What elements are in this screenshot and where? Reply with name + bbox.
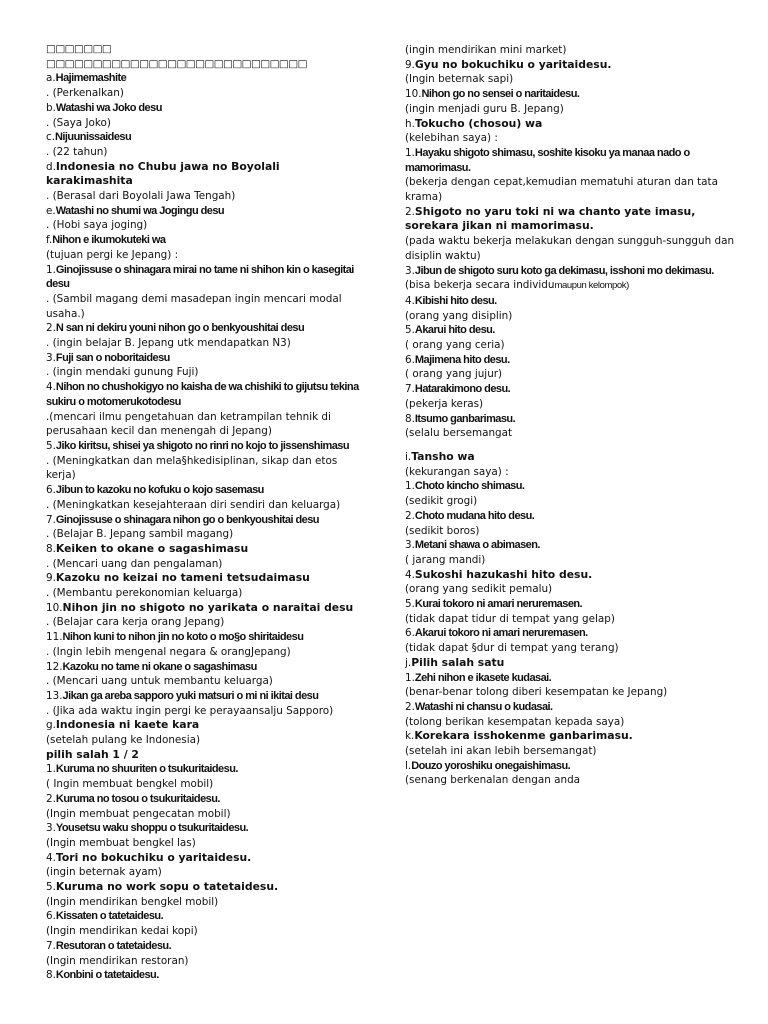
translation-text: (kelebihan saya) : xyxy=(405,132,498,145)
phrase-line xyxy=(405,597,735,612)
phrase-text: pilih salah 1 / 2 xyxy=(46,747,139,761)
phrase-line xyxy=(46,762,364,777)
phrase-line xyxy=(46,160,364,189)
phrase-text: Watashi wa Joko desu xyxy=(55,101,162,114)
phrase-line xyxy=(46,880,364,895)
phrase-line xyxy=(46,57,364,72)
phrase-text: Jibun to kazoku no kofuku o kojo sasemasu xyxy=(55,484,264,497)
translation-line xyxy=(405,685,735,700)
item-marker: i. xyxy=(405,450,412,463)
phrase-text: Indonesia no Chubu jawa no Boyolali karakimashita xyxy=(46,159,280,188)
phrase-line xyxy=(405,479,735,494)
item-marker: 7. xyxy=(405,383,415,396)
translation-text: . (Belajar B. Jepang sambil magang) xyxy=(46,528,234,541)
item-marker: 6. xyxy=(46,910,56,923)
phrase-line xyxy=(46,792,364,807)
item-marker: k. xyxy=(405,730,415,743)
translation-text: (pekerja keras) xyxy=(405,397,484,410)
phrase-text: Fuji san o noboritaidesu xyxy=(55,351,170,364)
phrase-line xyxy=(46,968,364,983)
item-marker: f. xyxy=(46,234,53,247)
item-marker: d. xyxy=(46,160,56,173)
translation-line xyxy=(405,234,735,263)
item-marker: h. xyxy=(405,117,415,130)
translation-text: . (Membantu perekonomian keluarga) xyxy=(46,587,243,600)
phrase-line xyxy=(46,321,364,336)
translation-text: . (Ingin lebih mengenal negara & orangJepang) xyxy=(46,645,291,658)
phrase-line xyxy=(46,821,364,836)
item-marker: 1. xyxy=(405,146,415,159)
phrase-line xyxy=(46,542,364,557)
phrase-text: Majimena hito desu. xyxy=(414,353,510,366)
phrase-line xyxy=(405,353,735,368)
item-marker: 4. xyxy=(46,381,56,394)
phrase-text: Nihon go no sensei o naritaidesu. xyxy=(421,88,580,101)
item-marker: 8. xyxy=(46,542,56,555)
phrase-line xyxy=(405,205,735,234)
item-marker: 1. xyxy=(405,671,415,684)
phrase-line xyxy=(46,351,364,366)
translation-text: (bisa bekerja secara individu xyxy=(405,279,555,292)
translation-line xyxy=(405,715,735,730)
translation-line xyxy=(405,553,735,568)
phrase-line xyxy=(405,568,735,583)
translation-line xyxy=(46,189,364,204)
translation-line xyxy=(46,454,364,483)
translation-text: (senang berkenalan dengan anda xyxy=(405,774,581,787)
phrase-line xyxy=(46,909,364,924)
item-marker: 4. xyxy=(405,294,415,307)
translation-line xyxy=(46,674,364,689)
translation-text: (sedikit grogi) xyxy=(405,495,478,508)
item-marker: 12. xyxy=(46,660,63,673)
translation-text: . (Mencari uang untuk membantu keluarga) xyxy=(46,675,273,688)
translation-line xyxy=(46,336,364,351)
translation-line xyxy=(46,365,364,380)
phrase-text: Itsumo ganbarimasu. xyxy=(414,412,516,425)
phrase-line xyxy=(405,538,735,553)
translation-text: (tolong berikan kesempatan kepada saya) xyxy=(405,715,625,728)
translation-text: . (ingin belajar B. Jepang utk mendapatkan N3) xyxy=(46,337,291,350)
translation-line xyxy=(46,557,364,572)
item-marker: 5. xyxy=(405,324,415,337)
phrase-text: Jikan ga areba sapporo yuki matsuri o mi ni ikitai desu xyxy=(62,689,319,702)
translation-text: ( orang yang jujur) xyxy=(405,368,503,381)
phrase-text: Tokucho (chosou) wa xyxy=(414,116,543,130)
translation-line xyxy=(46,145,364,160)
translation-line xyxy=(405,582,735,597)
phrase-text: Tansho wa xyxy=(411,449,475,463)
phrase-text: Nihon e ikumokuteki wa xyxy=(52,234,166,247)
item-marker: 2. xyxy=(46,792,56,805)
phrase-text: Akarui hito desu. xyxy=(414,324,495,337)
translation-text: (ingin beternak ayam) xyxy=(46,866,162,879)
translation-line xyxy=(46,924,364,939)
phrase-text: Choto mudana hito desu. xyxy=(414,509,535,522)
translation-line xyxy=(46,895,364,910)
phrase-line xyxy=(405,626,735,641)
item-marker: 9. xyxy=(405,58,415,71)
phrase-text: Kissaten o tatetaidesu. xyxy=(55,910,164,923)
phrase-line xyxy=(46,660,364,675)
phrase-text: Douzo yoroshiku onegaishimasu. xyxy=(411,759,571,772)
translation-line xyxy=(405,309,735,324)
translation-text: . (Berasal dari Boyolali Jawa Tengah) xyxy=(46,190,236,203)
item-marker: 8. xyxy=(405,412,415,425)
phrase-line xyxy=(405,509,735,524)
translation-line xyxy=(405,524,735,539)
translation-line xyxy=(46,218,364,233)
item-marker: b. xyxy=(46,101,56,114)
phrase-text: Hatarakimono desu. xyxy=(414,383,511,396)
translation-text: . (Sambil magang demi masadepan ingin mencari modal usaha.) xyxy=(46,292,342,320)
translation-line xyxy=(405,612,735,627)
phrase-line xyxy=(46,130,364,145)
translation-text: (setelah ini akan lebih bersemangat) xyxy=(405,745,597,758)
item-marker: 4. xyxy=(405,568,415,581)
translation-text: (pada waktu bekerja melakukan dengan sungguh-sungguh dan disiplin waktu) xyxy=(405,235,735,262)
item-marker: 1. xyxy=(405,480,415,493)
item-marker: 8. xyxy=(46,969,56,982)
item-marker: 2. xyxy=(46,322,56,335)
translation-line xyxy=(405,426,735,441)
phrase-line xyxy=(405,146,735,175)
phrase-text: Akarui tokoro ni amari neruremasen. xyxy=(414,627,588,640)
phrase-text: Ginojissuse o shinagara nihon go o benkyoushitai desu xyxy=(55,513,319,526)
phrase-line xyxy=(46,748,364,763)
phrase-text: Korekara isshokenme ganbarimasu. xyxy=(414,729,633,743)
translation-line xyxy=(405,102,735,117)
translation-text: (tidak dapat §dur di tempat yang terang) xyxy=(405,642,619,655)
translation-line xyxy=(46,248,364,263)
phrase-text: Sukoshi hazukashi hito desu. xyxy=(414,567,593,581)
item-marker: 7. xyxy=(46,939,56,952)
translation-line xyxy=(46,645,364,660)
translation-line xyxy=(46,836,364,851)
translation-text: . (ingin mendaki gunung Fuji) xyxy=(46,366,199,379)
item-marker: l. xyxy=(405,759,412,772)
translation-text: . (Belajar cara kerja orang Jepang) xyxy=(46,616,225,629)
item-marker: 7. xyxy=(46,513,56,526)
phrase-text: Shigoto no yaru toki ni wa chanto yate imasu, sorekara jikan ni mamorimasu. xyxy=(405,204,696,233)
phrase-text: □□□□□□□ xyxy=(46,43,112,55)
phrase-text: Kuruma no work sopu o tatetaidesu. xyxy=(55,880,279,894)
translation-line xyxy=(46,704,364,719)
phrase-text: Ginojissuse o shinagara mirai no tame ni shihon kin o kasegitai desu xyxy=(46,263,354,291)
translation-line xyxy=(46,116,364,131)
item-marker: c. xyxy=(46,131,56,144)
left-column xyxy=(46,42,364,983)
phrase-line xyxy=(405,294,735,309)
translation-line xyxy=(46,733,364,748)
translation-line xyxy=(405,641,735,656)
item-marker: 6. xyxy=(405,353,415,366)
phrase-text: Konbini o tatetaidesu. xyxy=(55,969,159,982)
translation-text: (Ingin mendirikan bengkel mobil) xyxy=(46,895,219,908)
phrase-line xyxy=(46,718,364,733)
translation-text: (tujuan pergi ke Jepang) : xyxy=(46,248,179,261)
phrase-text: Jiko kiritsu, shisei ya shigoto no rinri no kojo to jissenshimasu xyxy=(55,439,350,452)
translation-line xyxy=(405,773,735,788)
translation-text: (Ingin mendirikan restoran) xyxy=(46,954,189,967)
translation-line xyxy=(405,278,735,294)
translation-line xyxy=(405,131,735,146)
phrase-text: Gyu no bokuchiku o yaritaidesu. xyxy=(414,57,612,71)
translation-line xyxy=(405,397,735,412)
translation-text: (bekerja dengan cepat,kemudian mematuhi aturan dan tata krama) xyxy=(405,176,718,204)
item-marker: a. xyxy=(46,72,56,85)
phrase-line xyxy=(46,71,364,86)
phrase-line xyxy=(46,204,364,219)
translation-tail: maupun kelompok) xyxy=(554,280,629,292)
phrase-line xyxy=(405,700,735,715)
phrase-text: Keiken to okane o sagashimasu xyxy=(55,541,249,555)
item-marker: 4. xyxy=(46,851,56,864)
translation-text: (ingin mendirikan mini market) xyxy=(405,44,567,56)
phrase-line xyxy=(405,729,735,744)
phrase-text: Nihon kuni to nihon jin no koto o mo§o shiritaidesu xyxy=(62,631,304,644)
phrase-line xyxy=(405,759,735,774)
phrase-text: Resutoran o tatetaidesu. xyxy=(55,939,172,952)
translation-line xyxy=(46,954,364,969)
phrase-line xyxy=(46,630,364,645)
translation-line xyxy=(405,72,735,87)
translation-text: . (Jika ada waktu ingin pergi ke perayaansalju Sapporo) xyxy=(46,704,334,717)
phrase-text: Indonesia ni kaete kara xyxy=(55,718,200,732)
translation-line xyxy=(405,367,735,382)
translation-line xyxy=(46,410,364,439)
phrase-line xyxy=(405,117,735,132)
phrase-text: Jibun de shigoto suru koto ga dekimasu, isshoni mo dekimasu. xyxy=(414,264,714,277)
phrase-line xyxy=(46,571,364,586)
phrase-line xyxy=(46,939,364,954)
item-marker: 1. xyxy=(46,763,56,776)
phrase-text: Metani shawa o abimasen. xyxy=(414,539,540,552)
translation-text: ( Ingin membuat bengkel mobil) xyxy=(46,778,214,791)
translation-line xyxy=(405,465,735,480)
phrase-line xyxy=(405,671,735,686)
translation-line xyxy=(405,744,735,759)
phrase-text: Kurai tokoro ni amari neruremasen. xyxy=(414,598,583,611)
phrase-text: Nihon jin no shigoto no yarikata o naraitai desu xyxy=(62,600,354,614)
item-marker: 5. xyxy=(405,598,415,611)
translation-line xyxy=(405,43,735,58)
phrase-line xyxy=(46,233,364,248)
item-marker: 11. xyxy=(46,631,63,644)
phrase-line xyxy=(46,601,364,616)
translation-text: (sedikit boros) xyxy=(405,524,480,537)
translation-text: . (Hobi saya joging) xyxy=(46,219,148,232)
phrase-line xyxy=(46,483,364,498)
translation-text: (Ingin membuat pengecatan mobil) xyxy=(46,807,231,820)
item-marker: j. xyxy=(405,656,412,669)
phrase-line xyxy=(405,450,735,465)
phrase-line xyxy=(405,264,735,279)
translation-text: (ingin menjadi guru B. Jepang) xyxy=(405,102,564,115)
phrase-line xyxy=(405,323,735,338)
item-marker: 10. xyxy=(46,601,63,614)
phrase-text: Yousetsu waku shoppu o tsukuritaidesu. xyxy=(55,822,249,835)
item-marker: 1. xyxy=(46,263,56,276)
item-marker: 13. xyxy=(46,689,63,702)
phrase-text: Tori no bokuchiku o yaritaidesu. xyxy=(55,850,252,864)
translation-text: (setelah pulang ke Indonesia) xyxy=(46,734,201,747)
item-marker: e. xyxy=(46,204,56,217)
right-column xyxy=(405,43,735,788)
translation-line xyxy=(405,494,735,509)
translation-line xyxy=(46,586,364,601)
translation-line xyxy=(46,498,364,513)
translation-text: . (22 tahun) xyxy=(46,145,108,158)
phrase-text: Kazoku no tame ni okane o sagashimasu xyxy=(62,660,257,673)
phrase-line xyxy=(405,87,735,102)
phrase-line xyxy=(46,42,364,57)
phrase-line xyxy=(46,101,364,116)
phrase-text: Pilih salah satu xyxy=(411,655,505,669)
item-marker: 5. xyxy=(46,439,56,452)
translation-text: (orang yang disiplin) xyxy=(405,309,513,322)
translation-text: (kekurangan saya) : xyxy=(405,465,509,478)
phrase-line xyxy=(405,382,735,397)
translation-text: (Ingin beternak sapi) xyxy=(405,73,514,86)
translation-line xyxy=(46,86,364,101)
translation-line xyxy=(46,527,364,542)
phrase-line xyxy=(46,380,364,409)
item-marker: 3. xyxy=(405,539,415,552)
translation-line xyxy=(46,807,364,822)
translation-text: . (Perkenalkan) xyxy=(46,87,124,100)
phrase-line xyxy=(46,513,364,528)
item-marker: 9. xyxy=(46,572,56,585)
phrase-text: Hajimemashite xyxy=(55,72,127,85)
translation-text: (selalu bersemangat xyxy=(405,427,513,440)
translation-text: (Ingin mendirikan kedai kopi) xyxy=(46,925,198,938)
phrase-text: Kuruma no tosou o tsukuritaidesu. xyxy=(55,792,220,805)
phrase-text: Kazoku no keizai no tameni tetsudaimasu xyxy=(55,571,310,585)
item-marker: 2. xyxy=(405,205,415,218)
item-marker: 6. xyxy=(405,627,415,640)
item-marker: 3. xyxy=(405,264,415,277)
item-marker: 6. xyxy=(46,484,56,497)
translation-text: ( jarang mandi) xyxy=(405,553,486,566)
translation-text: . (Meningkatkan kesejahteraan diri sendiri dan keluarga) xyxy=(46,498,341,511)
translation-text: (Ingin membuat bengkel las) xyxy=(46,836,196,849)
translation-text: .(mencari ilmu pengetahuan dan ketrampilan tehnik di perusahaan kecil dan menengah di Jepang) xyxy=(46,410,331,438)
translation-line xyxy=(405,175,735,204)
item-marker: 3. xyxy=(46,822,56,835)
translation-line xyxy=(46,865,364,880)
phrase-line xyxy=(46,263,364,292)
phrase-text: Hayaku shigoto shimasu, soshite kisoku ya manaa nado o mamorimasu. xyxy=(405,146,690,174)
phrase-line xyxy=(405,58,735,73)
translation-line xyxy=(46,292,364,321)
translation-text: . (Mencari uang dan pengalaman) xyxy=(46,557,223,570)
translation-text: . (Saya Joko) xyxy=(46,116,111,129)
item-marker: 3. xyxy=(46,351,56,364)
phrase-text: □□□□□□□□□□□□□□□□□□□□□□□□□□□□ xyxy=(46,57,307,70)
translation-text: (tidak dapat tidur di tempat yang gelap) xyxy=(405,612,615,625)
phrase-text: N san ni dekiru youni nihon go o benkyoushitai desu xyxy=(55,322,305,335)
phrase-line xyxy=(46,851,364,866)
item-marker: 10. xyxy=(405,88,422,101)
phrase-text: Choto kincho shimasu. xyxy=(414,480,525,493)
phrase-text: Nihon no chushokigyo no kaisha de wa chishiki to gijutsu tekina sukiru o motomerukotodesu xyxy=(46,381,359,408)
translation-text: . (Meningkatkan dan mela§hkedisiplinan, sikap dan etos kerja) xyxy=(46,454,338,482)
translation-line xyxy=(46,777,364,792)
phrase-text: Nijuunissaidesu xyxy=(55,131,132,144)
translation-line xyxy=(46,615,364,630)
section-spacer xyxy=(405,441,735,450)
translation-line xyxy=(405,338,735,353)
phrase-text: Watashi ni chansu o kudasai. xyxy=(414,700,553,713)
phrase-line xyxy=(46,439,364,454)
translation-text: (orang yang sedikit pemalu) xyxy=(405,583,553,596)
item-marker: 2. xyxy=(405,509,415,522)
translation-text: (benar-benar tolong diberi kesempatan ke Jepang) xyxy=(405,686,668,699)
item-marker: g. xyxy=(46,719,56,732)
translation-text: ( orang yang ceria) xyxy=(405,339,505,352)
item-marker: 5. xyxy=(46,881,56,894)
phrase-line xyxy=(405,412,735,427)
phrase-text: Kibishi hito desu. xyxy=(414,294,497,307)
phrase-line xyxy=(405,656,735,671)
phrase-text: Zehi nihon e ikasete kudasai. xyxy=(414,671,552,684)
phrase-text: Kuruma no shuuriten o tsukuritaidesu. xyxy=(55,763,238,776)
item-marker: 2. xyxy=(405,700,415,713)
phrase-text: Watashi no shumi wa Jogingu desu xyxy=(55,204,225,217)
phrase-line xyxy=(46,689,364,704)
